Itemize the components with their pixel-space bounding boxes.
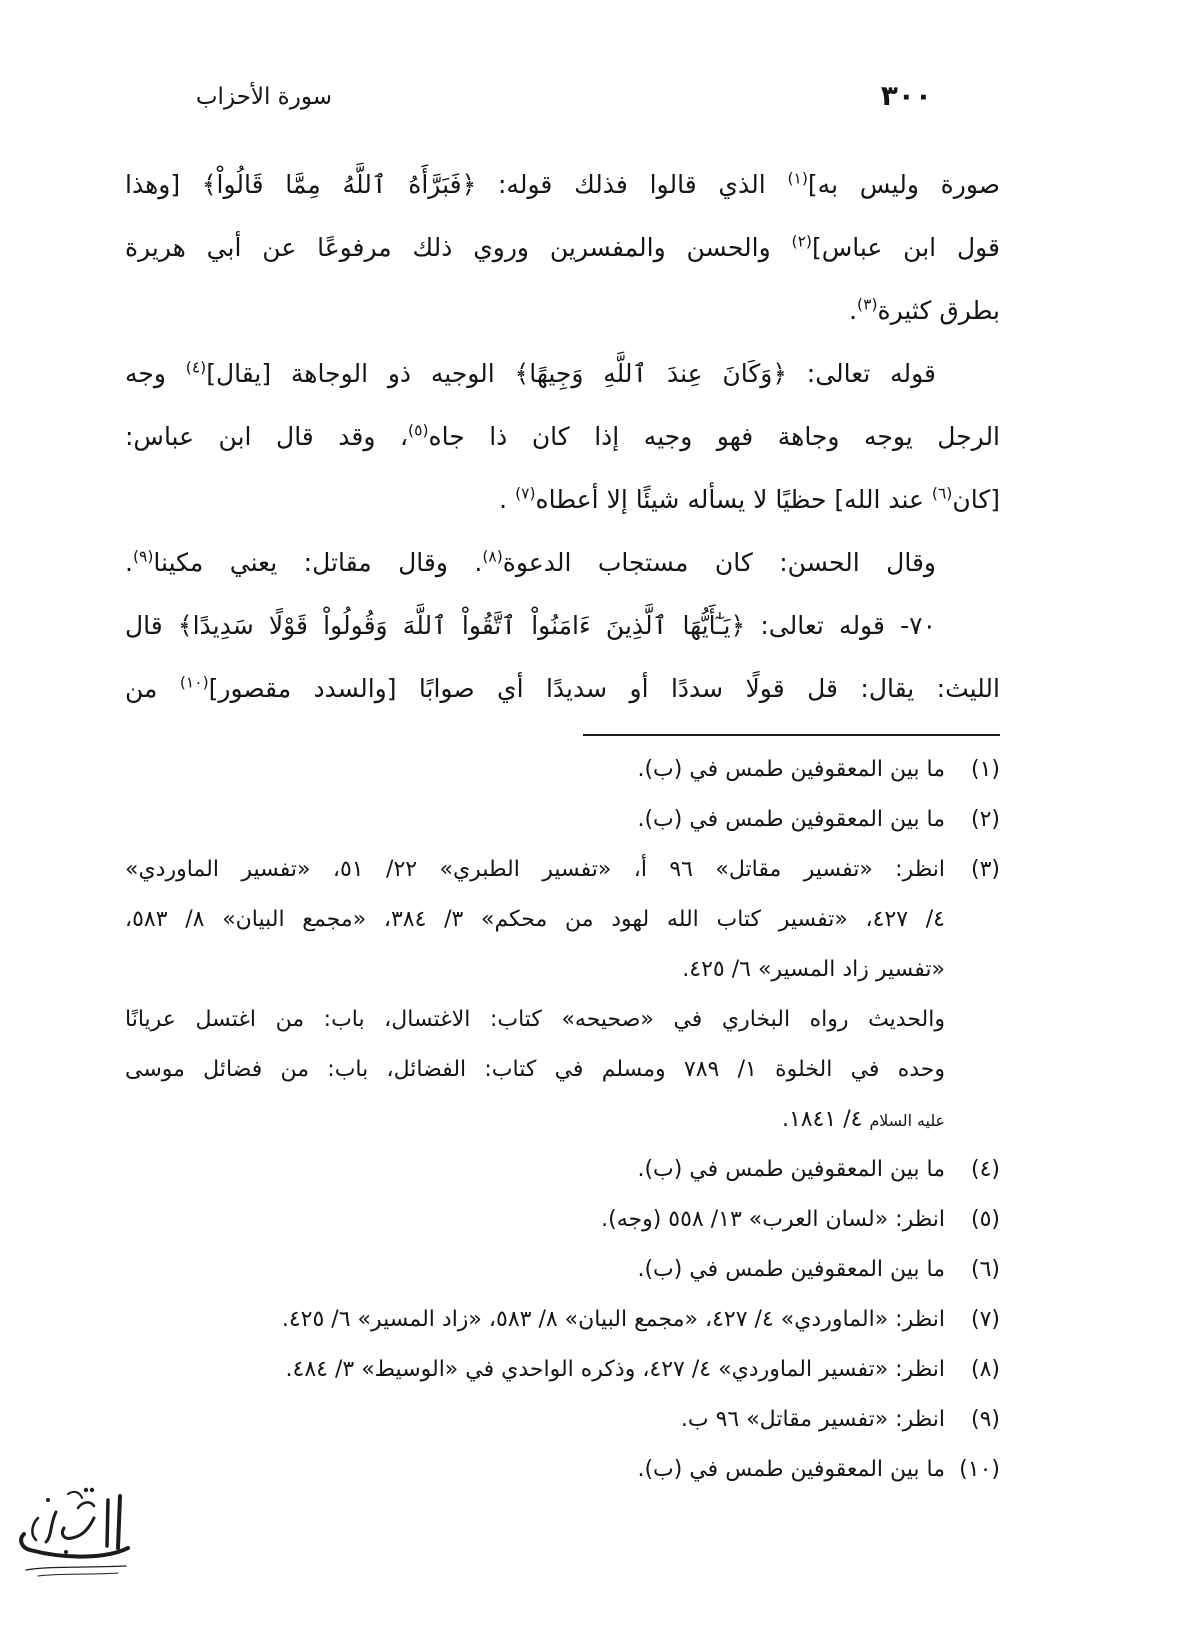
footnote-ref: (١٠)	[179, 673, 209, 692]
body-text: وقال الحسن: كان مستجاب الدعوة	[502, 548, 936, 577]
body-text: قول ابن عباس]	[811, 233, 1000, 262]
footnote-text: ٤/ ٤٢٧، «تفسير كتاب الله لهود من محكم» ٣/ ٣٨٤، «مجمع البيان» ٨/ ٥٨٣،	[125, 907, 945, 932]
footnote-2	[125, 795, 1000, 845]
footnote-7	[125, 1295, 1000, 1345]
footnote-text: «تفسير زاد المسير» ٦/ ٤٢٥.	[682, 957, 945, 982]
footnotes	[125, 745, 1000, 1495]
footnote-text: ما بين المعقوفين طمس في (ب).	[637, 1257, 945, 1282]
watermark-logo	[8, 1478, 143, 1590]
body-text: الذي قالوا فذلك قوله: ﴿فَبَرَّأَهُ ٱللَّهُ مِمَّا قَالُواْ﴾ [وهذا	[125, 170, 788, 199]
footnote-3-continuation	[125, 895, 1000, 945]
body-line	[125, 657, 1000, 720]
body-text: .	[125, 548, 133, 577]
footnote-text: انظر: «تفسير مقاتل» ٩٦ ب.	[680, 1407, 945, 1432]
footnote-text: وحده في الخلوة ١/ ٧٨٩ ومسلم في كتاب: الفضائل، باب: من فضائل موسى	[125, 1057, 945, 1082]
footnote-ref: (٤)	[185, 358, 207, 377]
page-number: ٣٠٠	[880, 79, 932, 112]
footnote-ref: (١)	[787, 169, 808, 188]
footnote-text: ما بين المعقوفين طمس في (ب).	[637, 1157, 945, 1182]
footnote-3-continuation	[125, 945, 1000, 995]
body-text: .	[849, 296, 858, 325]
body-text: وجه	[125, 359, 186, 388]
footnote-number: (٨)	[970, 1357, 1000, 1382]
footnote-text: انظر: «لسان العرب» ١٣/ ٥٥٨ (وجه).	[601, 1207, 945, 1232]
main-text	[125, 153, 1000, 720]
footnote-number: (٢)	[970, 807, 1000, 832]
footnote-3-hadith-note	[125, 1095, 1000, 1145]
body-line	[125, 216, 1000, 279]
footnote-number: (٤)	[970, 1157, 1000, 1182]
footnote-ref: (٣)	[857, 295, 878, 314]
footnote-8	[125, 1345, 1000, 1395]
footnote-10	[125, 1445, 1000, 1495]
body-line	[125, 594, 1000, 657]
footnote-4	[125, 1145, 1000, 1195]
footnote-ref: (٢)	[791, 232, 812, 251]
body-line	[125, 279, 1000, 342]
footnote-text: ما بين المعقوفين طمس في (ب).	[637, 757, 945, 782]
body-text: قوله تعالى: ﴿وَكَانَ عِندَ ٱللَّهِ وَجِيهًا﴾ الوجيه ذو الوجاهة [يقال]	[206, 359, 936, 388]
body-text: ٧٠- قوله تعالى: ﴿يَـٰٓأَيُّهَا ٱلَّذِينَ ءَامَنُواْ ٱتَّقُواْ ٱللَّهَ وَقُولُواْ قَوْلًا سَدِيدًا﴾ قال	[125, 611, 936, 640]
body-text: الليث: يقال: قل قولًا سددًا أو سديدًا أي صوابًا [والسدد مقصور]	[208, 674, 1000, 703]
footnote-separator	[583, 734, 1000, 736]
footnote-number: (١)	[970, 757, 1000, 782]
body-text: عند الله] حظيًا لا يسأله شيئًا إلا أعطاه	[535, 485, 932, 514]
footnote-text-line	[125, 1095, 945, 1145]
footnote-3	[125, 845, 1000, 895]
footnote-text: ما بين المعقوفين طمس في (ب).	[637, 807, 945, 832]
body-line	[125, 342, 1000, 405]
footnote-5	[125, 1195, 1000, 1245]
footnote-ref: (٧)	[515, 484, 536, 503]
footnote-text: انظر: «الماوردي» ٤/ ٤٢٧، «مجمع البيان» ٨/ ٥٨٣، «زاد المسير» ٦/ ٤٢٥.	[281, 1307, 945, 1332]
footnote-text: ٤/ ١٨٤١.	[781, 1107, 870, 1132]
footnote-number: (٥)	[970, 1207, 1000, 1232]
footnote-3-hadith-note	[125, 1045, 1000, 1095]
body-line	[125, 405, 1000, 468]
body-text: من	[125, 674, 180, 703]
honorific-glyph: عليه السلام	[869, 1111, 945, 1130]
footnote-text: انظر: «تفسير مقاتل» ٩٦ أ، «تفسير الطبري» ٢٢/ ٥١، «تفسير الماوردي»	[125, 857, 946, 882]
footnote-number: (٧)	[970, 1307, 1000, 1332]
body-text: .	[499, 485, 516, 514]
footnote-number: (٦)	[970, 1257, 1000, 1282]
footnote-1	[125, 745, 1000, 795]
footnote-3-hadith-note	[125, 995, 1000, 1045]
footnote-text: انظر: «تفسير الماوردي» ٤/ ٤٢٧، وذكره الواحدي في «الوسيط» ٣/ ٤٨٤.	[285, 1357, 945, 1382]
footnote-number: (١٠)	[959, 1457, 1000, 1482]
body-line	[125, 153, 1000, 216]
footnote-ref: (٦)	[931, 484, 953, 503]
footnote-number: (٣)	[970, 857, 1000, 882]
footnote-6	[125, 1245, 1000, 1295]
watermark-calligraphy-icon	[8, 1478, 143, 1590]
footnote-ref: (٩)	[132, 547, 154, 566]
footnote-ref: (٥)	[408, 421, 429, 440]
body-line	[125, 531, 1000, 594]
body-text: الرجل يوجه وجاهة فهو وجيه إذا كان ذا جاه	[428, 422, 1001, 451]
body-text: بطرق كثيرة	[877, 296, 1000, 325]
footnote-text: ما بين المعقوفين طمس في (ب).	[637, 1457, 945, 1482]
footnote-ref: (٨)	[482, 547, 503, 566]
footnote-9	[125, 1395, 1000, 1445]
body-text: . وقال مقاتل: يعني مكينا	[153, 548, 483, 577]
footnote-number: (٩)	[970, 1407, 1000, 1432]
body-line	[125, 468, 1000, 531]
body-text: صورة وليس به]	[807, 170, 1000, 199]
body-text: [كان	[952, 485, 1000, 514]
footnote-text: والحديث رواه البخاري في «صحيحه» كتاب: الاغتسال، باب: من اغتسل عريانًا	[125, 1007, 945, 1032]
body-text: ، وقد قال ابن عباس:	[125, 422, 409, 451]
body-text: والحسن والمفسرين وروي ذلك مرفوعًا عن أبي هريرة	[125, 233, 792, 262]
running-head-surah-title: سورة الأحزاب	[195, 84, 332, 110]
